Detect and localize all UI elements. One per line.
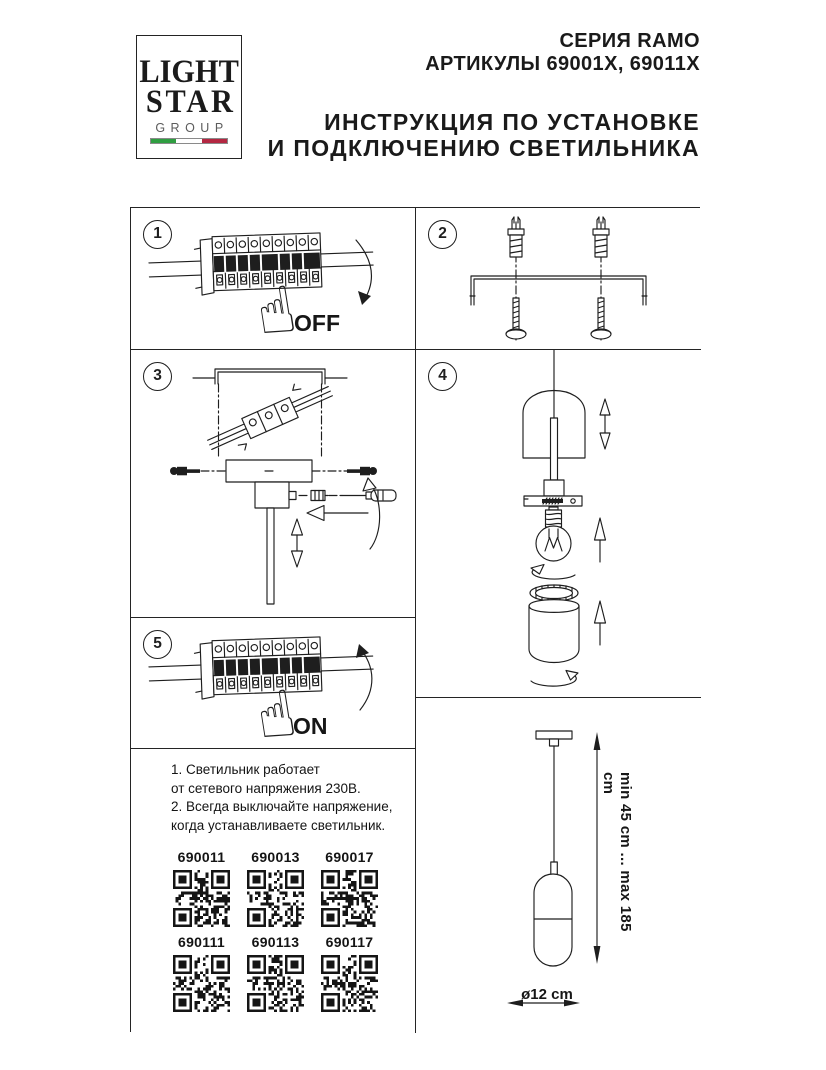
light-bulb-icon	[536, 507, 571, 561]
arrow-left-icon	[307, 506, 368, 521]
diameter-label: ø12 cm	[521, 986, 573, 1003]
step5-number: 5	[143, 630, 172, 659]
canopy-wiring-illustration	[131, 350, 416, 618]
qr-item	[321, 849, 378, 927]
qr-code	[173, 955, 230, 1012]
article-number: 690011	[177, 849, 226, 865]
step1-panel	[131, 208, 416, 350]
article-number: 690117	[325, 934, 374, 950]
note-line: когда устанавливаете светильник.	[171, 817, 386, 833]
header-titles	[268, 30, 700, 161]
article-number: 690013	[251, 849, 300, 865]
suspension-rod	[267, 508, 274, 604]
arrow-down-icon	[358, 291, 371, 305]
qr-code	[173, 870, 230, 927]
qr-code	[321, 870, 378, 927]
dimensions-panel	[416, 698, 701, 1033]
flag-green-segment	[151, 139, 176, 143]
logo-text-star: STAR	[145, 84, 236, 120]
flag-red-segment	[202, 139, 227, 143]
step2-number: 2	[428, 220, 457, 249]
safety-notes	[171, 761, 406, 835]
step3-panel	[131, 350, 416, 618]
qr-item	[247, 934, 304, 1012]
flag-white-segment	[176, 139, 201, 143]
lamp-assembly-illustration	[416, 350, 701, 698]
cord-grip	[544, 480, 564, 496]
mounting-bracket	[470, 276, 647, 305]
mounting-hardware-illustration	[416, 208, 701, 350]
instruction-title-line2: И ПОДКЛЮЧЕНИЮ СВЕТИЛЬНИКА	[267, 135, 700, 161]
on-label: ON	[293, 713, 328, 739]
arrow-up-icon	[595, 601, 606, 645]
set-screw	[311, 491, 328, 501]
steps-grid	[130, 207, 700, 1032]
note-line: 1. Светильник работает	[171, 762, 320, 777]
screw-left	[506, 298, 526, 339]
side-screw-right	[312, 467, 377, 476]
shade-cylinder	[529, 585, 579, 663]
off-label: OFF	[294, 310, 340, 336]
ceiling-bracket	[215, 369, 325, 384]
note-line: от сетевого напряжения 230В.	[171, 780, 361, 796]
qr-item	[321, 934, 378, 1012]
logo-text-group: GROUP	[155, 121, 229, 135]
arrow-up-icon	[595, 518, 606, 562]
rotate-arrow-icon	[531, 671, 578, 687]
step3-number: 3	[143, 362, 172, 391]
screw-right	[591, 298, 611, 339]
step5-panel	[131, 618, 416, 749]
qr-code	[247, 870, 304, 927]
canopy-neck	[255, 482, 289, 508]
pendant-dimensions-illustration	[416, 698, 701, 1033]
step4-panel	[416, 350, 701, 698]
screwdriver-icon	[342, 490, 396, 501]
instruction-title-line1: ИНСТРУКЦИЯ ПО УСТАНОВКЕ	[324, 109, 700, 135]
breaker-on-illustration	[131, 618, 416, 749]
article-number: 690017	[325, 849, 374, 865]
arrow-up-down-icon	[292, 519, 303, 567]
step4-number: 4	[428, 362, 457, 391]
terminal-block	[201, 372, 338, 462]
step2-panel	[416, 208, 701, 350]
lightstar-logo	[136, 35, 242, 159]
article-number: 690111	[178, 934, 225, 950]
article-number: 690113	[251, 934, 300, 950]
breaker-off-illustration	[131, 208, 416, 350]
capsule-shade	[534, 874, 572, 966]
notes-panel	[131, 749, 416, 1033]
side-screw-left	[170, 467, 226, 476]
articles-title: АРТИКУЛЫ 69001X, 69011X	[425, 53, 700, 75]
logo-text-light: LIGHT	[139, 54, 239, 90]
qr-item	[173, 849, 230, 927]
qr-code	[247, 955, 304, 1012]
ceiling-plate	[536, 731, 572, 739]
height-range-label: min 45 cm ... max 185 cm	[600, 772, 634, 932]
arrow-up-down-icon	[600, 399, 610, 449]
rotate-arrow-icon	[531, 565, 575, 580]
socket-plate	[524, 496, 582, 506]
qr-item	[247, 849, 304, 927]
note-line: 2. Всегда выключайте напряжение,	[171, 799, 393, 815]
series-title: СЕРИЯ RAMO	[559, 30, 700, 52]
rod	[551, 418, 558, 480]
italian-flag-bar	[150, 138, 228, 144]
qr-code	[321, 955, 378, 1012]
step1-number: 1	[143, 220, 172, 249]
qr-item	[173, 934, 230, 1012]
